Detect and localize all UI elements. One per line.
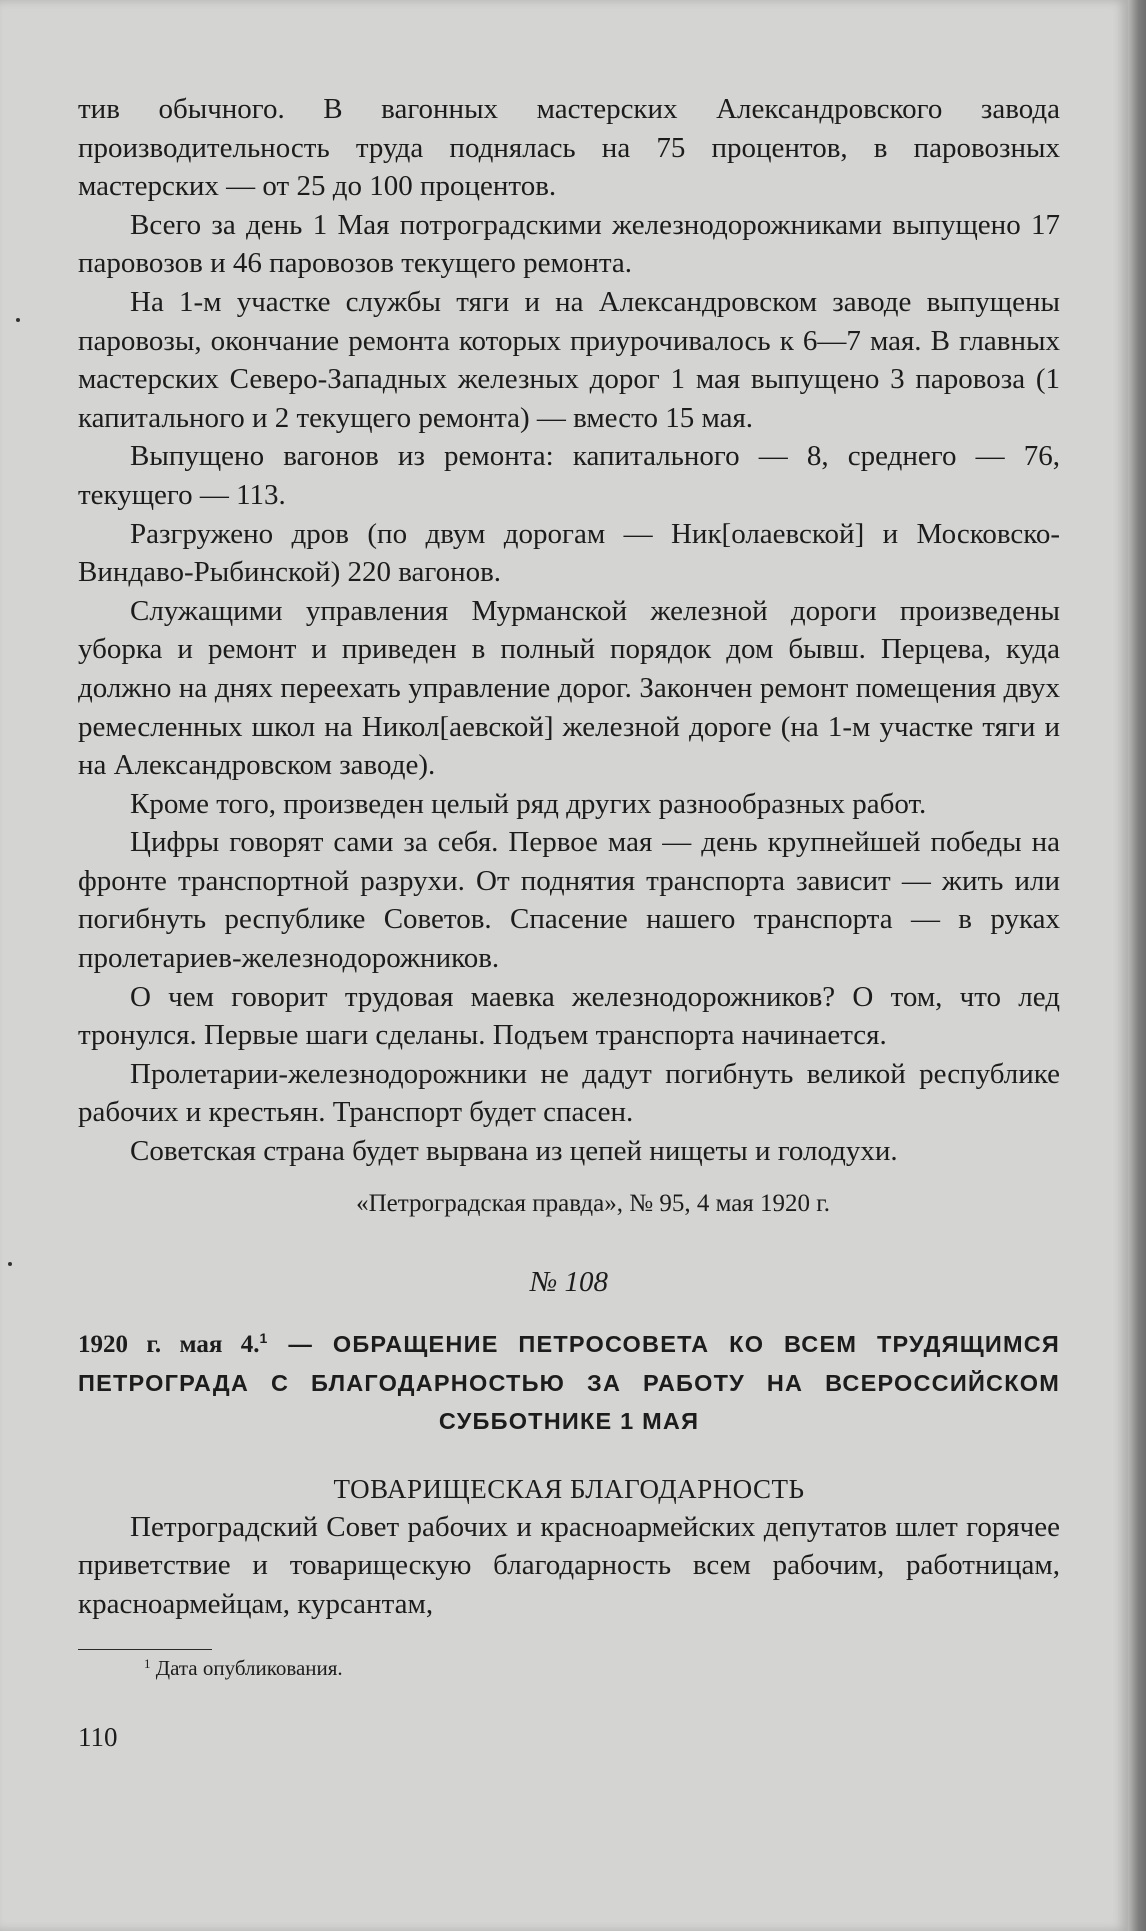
paragraph: Всего за день 1 Мая потроградскими железнодорожниками выпущено 17 паровозов и 46 паровозов текущего ремонта. (78, 208, 1060, 280)
footnote-mark: 1 (144, 1656, 151, 1672)
footnote-text: Дата опубликования. (155, 1656, 343, 1681)
print-speck (16, 318, 20, 322)
document-number: № 108 (529, 1265, 609, 1298)
print-speck (8, 1262, 12, 1266)
paragraph: Цифры говорят сами за себя. Первое мая — день крупнейшей победы на фронте транспортной разрухи. От поднятия транспорта зависит — жить или погибнуть республике Советов. Спасение нашего транспорта — в руках пролетариев-железнодорожников. (78, 826, 1060, 975)
page-edge-shadow (1128, 0, 1146, 1931)
footnote-reference: 1 (259, 1329, 269, 1346)
paragraph: тив обычного. В вагонных мастерских Александровского завода производительность труда поднялась на 75 процентов, в паровозных мастерских — от 25 до 100 процентов. (78, 93, 1060, 203)
document-subtitle: ТОВАРИЩЕСКАЯ БЛАГОДАРНОСТЬ (333, 1473, 805, 1504)
paragraph: Советская страна будет вырвана из цепей нищеты и голодухи. (130, 1135, 898, 1168)
document-heading (78, 1319, 1060, 1440)
paragraph: О чем говорит трудовая маевка железнодорожников? О том, что лед тронулся. Первые шаги сделаны. Подъем транспорта начинается. (78, 980, 1060, 1052)
paragraph: Пролетарии-железнодорожники не дадут погибнуть великой республике рабочих и крестьян. Транспорт будет спасен. (78, 1057, 1060, 1129)
page-number: 110 (78, 1722, 118, 1753)
footnote (78, 1650, 1060, 1682)
paragraph: Выпущено вагонов из ремонта: капитального — 8, среднего — 76, текущего — 113. (78, 440, 1060, 511)
paragraph: Кроме того, произведен целый ряд других разнообразных работ. (130, 787, 927, 820)
paragraph: Петроградский Совет рабочих и красноармейских депутатов шлет горячее приветствие и товарищескую благодарность всем рабочим, работницам, красноармейцам, курсантам, (78, 1510, 1060, 1620)
page-text (78, 90, 1060, 1752)
heading-date: 1920 г. мая 4. (78, 1330, 260, 1358)
heading-title: — ОБРАЩЕНИЕ ПЕТРОСОВЕТА КО ВСЕМ ТРУДЯЩИМСЯ ПЕТРОГРАДА С БЛАГОДАРНОСТЬЮ ЗА РАБОТУ НА ВСЕРОССИЙСКОМ СУББОТНИКЕ 1 МАЯ (78, 1330, 1060, 1434)
source-citation: «Петроградская правда», № 95, 4 мая 1920 г. (356, 1189, 830, 1217)
paragraph: Разгружено дров (по двум дорогам — Ник[олаевской] и Московско-Виндаво-Рыбинской) 220 вагонов. (78, 517, 1060, 589)
paragraph: На 1-м участке службы тяги и на Александровском заводе выпущены паровозы, окончание ремонта которых приурочивалось к 6—7 мая. В главных мастерских Северо-Западных железных дорог 1 мая выпущено 3 паровоза (1 капитального и 2 текущего ремонта) — вместо 15 мая. (78, 285, 1060, 434)
paragraph: Служащими управления Мурманской железной дороги произведены уборка и ремонт и приведен в полный порядок дом бывш. Перцева, куда должно на днях переехать управление дорог. Закончен ремонт помещения двух ремесленных школ на Никол[аевской] железной дороге (на 1-м участке тяги и на Александровском заводе). (78, 594, 1060, 782)
